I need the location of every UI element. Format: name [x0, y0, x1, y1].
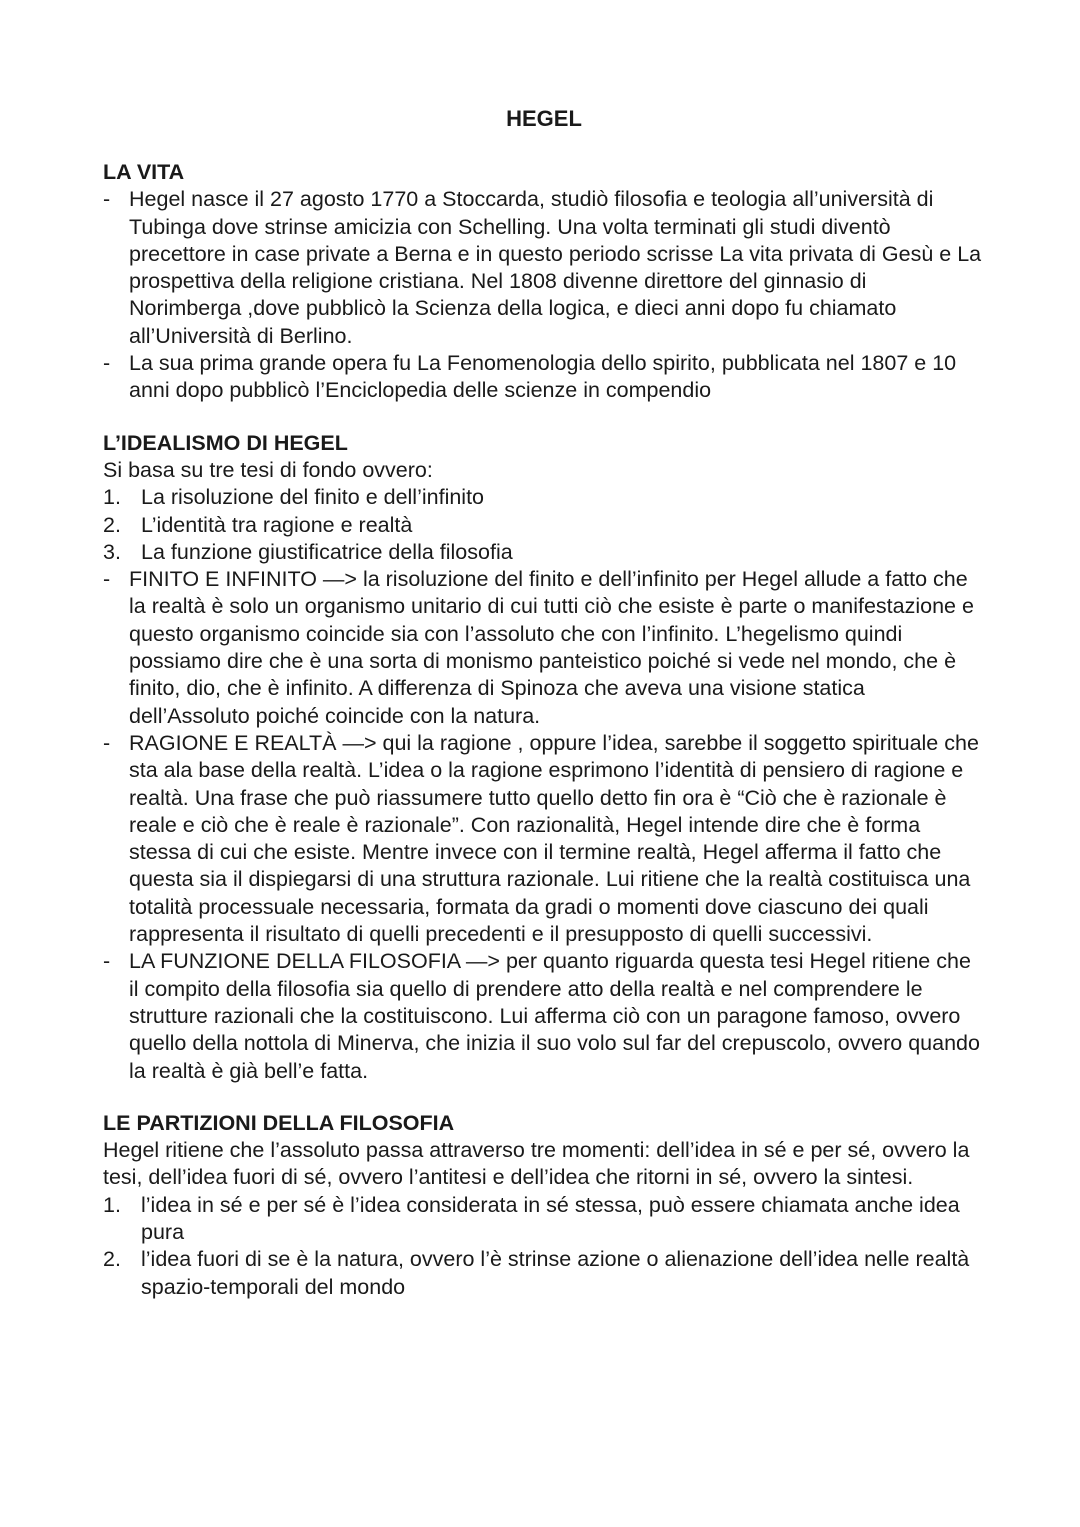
list-item [103, 1246, 983, 1301]
list-item [103, 186, 983, 350]
document-title: HEGEL [506, 106, 582, 131]
dash-marker: - [103, 730, 111, 755]
list-item-text: l’idea in sé e per sé è l’idea considerata in sé stessa, può essere chiamata anche idea pura [141, 1192, 960, 1244]
section-intro: Hegel ritiene che l’assoluto passa attraverso tre momenti: dell’idea in sé e per sé, ovvero la tesi, dell’idea fuori di sé, ovvero l’antitesi e dell’idea che ritorni in sé, ovvero la sintesi. [103, 1138, 970, 1190]
list-item [103, 566, 983, 730]
section-heading: LA VITA [103, 160, 185, 184]
bullet-list [103, 186, 983, 404]
list-item [103, 350, 983, 405]
list-item-text: La sua prima grande opera fu La Fenomenologia dello spirito, pubblicata nel 1807 e 10 anni dopo pubblicò l’Enciclopedia delle scienze in compendio [129, 351, 957, 403]
numbered-list [103, 484, 983, 566]
list-item [103, 1192, 983, 1247]
dash-marker: - [103, 949, 111, 974]
list-item [103, 512, 983, 539]
section-la-vita [103, 159, 983, 405]
bullet-list [103, 566, 983, 1085]
list-item [103, 730, 983, 948]
list-number: 3. [103, 539, 121, 564]
list-item-text: La funzione giustificatrice della filosofia [141, 539, 513, 564]
list-item [103, 948, 983, 1084]
list-item-text: RAGIONE E REALTÀ —> qui la ragione , oppure l’idea, sarebbe il soggetto spirituale che sta ala base della realtà. L’idea o la ragione esprimono l’identità di pensiero di ragione e realtà. Una frase che può riassumere tutto quello detto fin ora è “Ciò che è razionale è reale e ciò che è reale è razionale”. Con razionalità, Hegel intende dire che è forma stessa di cui che esiste. Mentre invece con il termine realtà, Hegel afferma il fatto che questa sia il dispiegarsi di una struttura razionale. Lui ritiene che la realtà costituisca una totalità processuale necessaria, formata da gradi o momenti dove ciascuno dei quali rappresenta il risultato di quelli precedenti e il presupposto di quelli successivi. [129, 730, 979, 947]
list-number: 1. [103, 485, 121, 510]
dash-marker: - [103, 567, 111, 592]
list-item-text: FINITO E INFINITO —> la risoluzione del finito e dell’infinito per Hegel allude a fatto che la realtà è solo un organismo unitario di cui tutti ciò che esiste è parte o manifestazione e questo organismo coincide sia con l’assoluto che con l’infinito. L’hegelismo quindi possiamo dire che è una sorta di monismo panteistico poiché si vede nel mondo, che è finito, dio, che è infinito. A differenza di Spinoza che aveva una visione statica dell’Assoluto poiché coincide con la natura. [129, 567, 974, 728]
list-number: 1. [103, 1192, 121, 1217]
section-intro: Si basa su tre tesi di fondo ovvero: [103, 457, 433, 482]
document-page [103, 104, 983, 1326]
list-item-text: l’idea fuori di se è la natura, ovvero l’è strinse azione o alienazione dell’idea nelle realtà spazio-temporali del mondo [141, 1247, 970, 1299]
section-idealismo [103, 430, 983, 1085]
dash-marker: - [103, 351, 111, 376]
section-heading: L’IDEALISMO DI HEGEL [103, 430, 348, 455]
section-heading: LE PARTIZIONI DELLA FILOSOFIA [103, 1110, 455, 1135]
section-partizioni [103, 1110, 983, 1301]
numbered-list [103, 1192, 983, 1301]
list-number: 2. [103, 1247, 121, 1272]
list-item-text: L’identità tra ragione e realtà [141, 512, 413, 537]
list-number: 2. [103, 512, 121, 537]
list-item-text: LA FUNZIONE DELLA FILOSOFIA —> per quanto riguarda questa tesi Hegel ritiene che il compito della filosofia sia quello di prendere atto della realtà e nel comprendere le strutture razionali che la costituiscono. Lui afferma ciò con un paragone famoso, ovvero quello della nottola di Minerva, che inizia il suo volo sul far del crepuscolo, ovvero quando la realtà è già bell’e fatta. [129, 949, 980, 1083]
dash-marker: - [103, 187, 111, 212]
list-item-text: Hegel nasce il 27 agosto 1770 a Stoccarda, studiò filosofia e teologia all’università di Tubinga dove strinse amicizia con Schelling. Una volta terminati gli studi diventò precettore in case private a Berna e in questo periodo scrisse La vita privata di Gesù e La prospettiva della religione cristiana. Nel 1808 divenne direttore del ginnasio di Norimberga ,dove pubblicò la Scienza della logica, e dieci anni dopo fu chiamato all’Università di Berlino. [129, 187, 982, 348]
list-item-text: La risoluzione del finito e dell’infinito [141, 485, 485, 510]
list-item [103, 539, 983, 566]
list-item [103, 484, 983, 511]
